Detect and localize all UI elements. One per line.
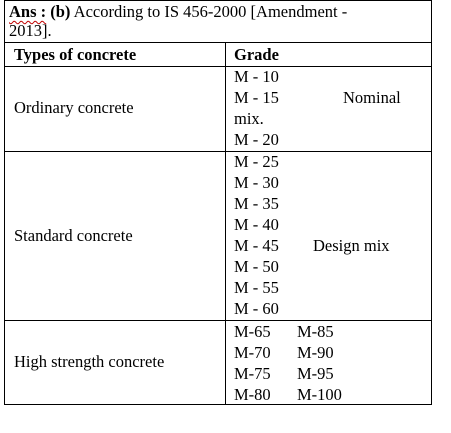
- type-ordinary: Ordinary concrete: [14, 98, 134, 117]
- grade-item: M - 30: [234, 173, 279, 192]
- table-top-rule: [4, 42, 432, 43]
- design-mix-label: Design mix: [313, 236, 390, 255]
- grade-item: M - 50: [234, 257, 279, 276]
- answer-line1: According to IS 456-2000 [Amendment -: [70, 2, 348, 21]
- grade-m15: M - 15: [234, 88, 279, 107]
- column-divider: [225, 42, 226, 405]
- grade-item: M - 45: [234, 236, 279, 255]
- grade-item: M-100: [297, 385, 342, 404]
- grade-item: M - 60: [234, 299, 279, 318]
- answer-option: (b): [50, 2, 71, 21]
- high-grade-col1: [234, 321, 271, 405]
- type-high-strength: High strength concrete: [14, 352, 165, 371]
- header-types: Types of concrete: [14, 45, 137, 64]
- row2-rule: [4, 320, 432, 321]
- grade-item: M-65: [234, 322, 271, 341]
- grade-item: M - 40: [234, 215, 279, 234]
- grade-item: M-95: [297, 364, 334, 383]
- type-standard: Standard concrete: [14, 226, 133, 245]
- nominal-label: Nominal: [343, 88, 401, 107]
- grade-m15-mix: mix.: [234, 109, 264, 128]
- row1-rule: [4, 151, 432, 152]
- grade-item: M - 55: [234, 278, 279, 297]
- grade-item: M-70: [234, 343, 271, 362]
- grade-item: M - 35: [234, 194, 279, 213]
- answer-line2: 2013].: [9, 21, 52, 40]
- high-grade-col2: [297, 321, 342, 405]
- grade-item: M-80: [234, 385, 271, 404]
- grade-item: M - 25: [234, 152, 279, 171]
- grade-m10: M - 10: [234, 67, 279, 86]
- answer-label: Ans :: [9, 2, 47, 21]
- header-grade: Grade: [234, 45, 279, 64]
- grade-item: M-90: [297, 343, 334, 362]
- answer-text: [9, 2, 419, 40]
- grade-m20: M - 20: [234, 130, 279, 149]
- grade-item: M-75: [234, 364, 271, 383]
- grade-item: M-85: [297, 322, 334, 341]
- header-rule: [4, 66, 432, 67]
